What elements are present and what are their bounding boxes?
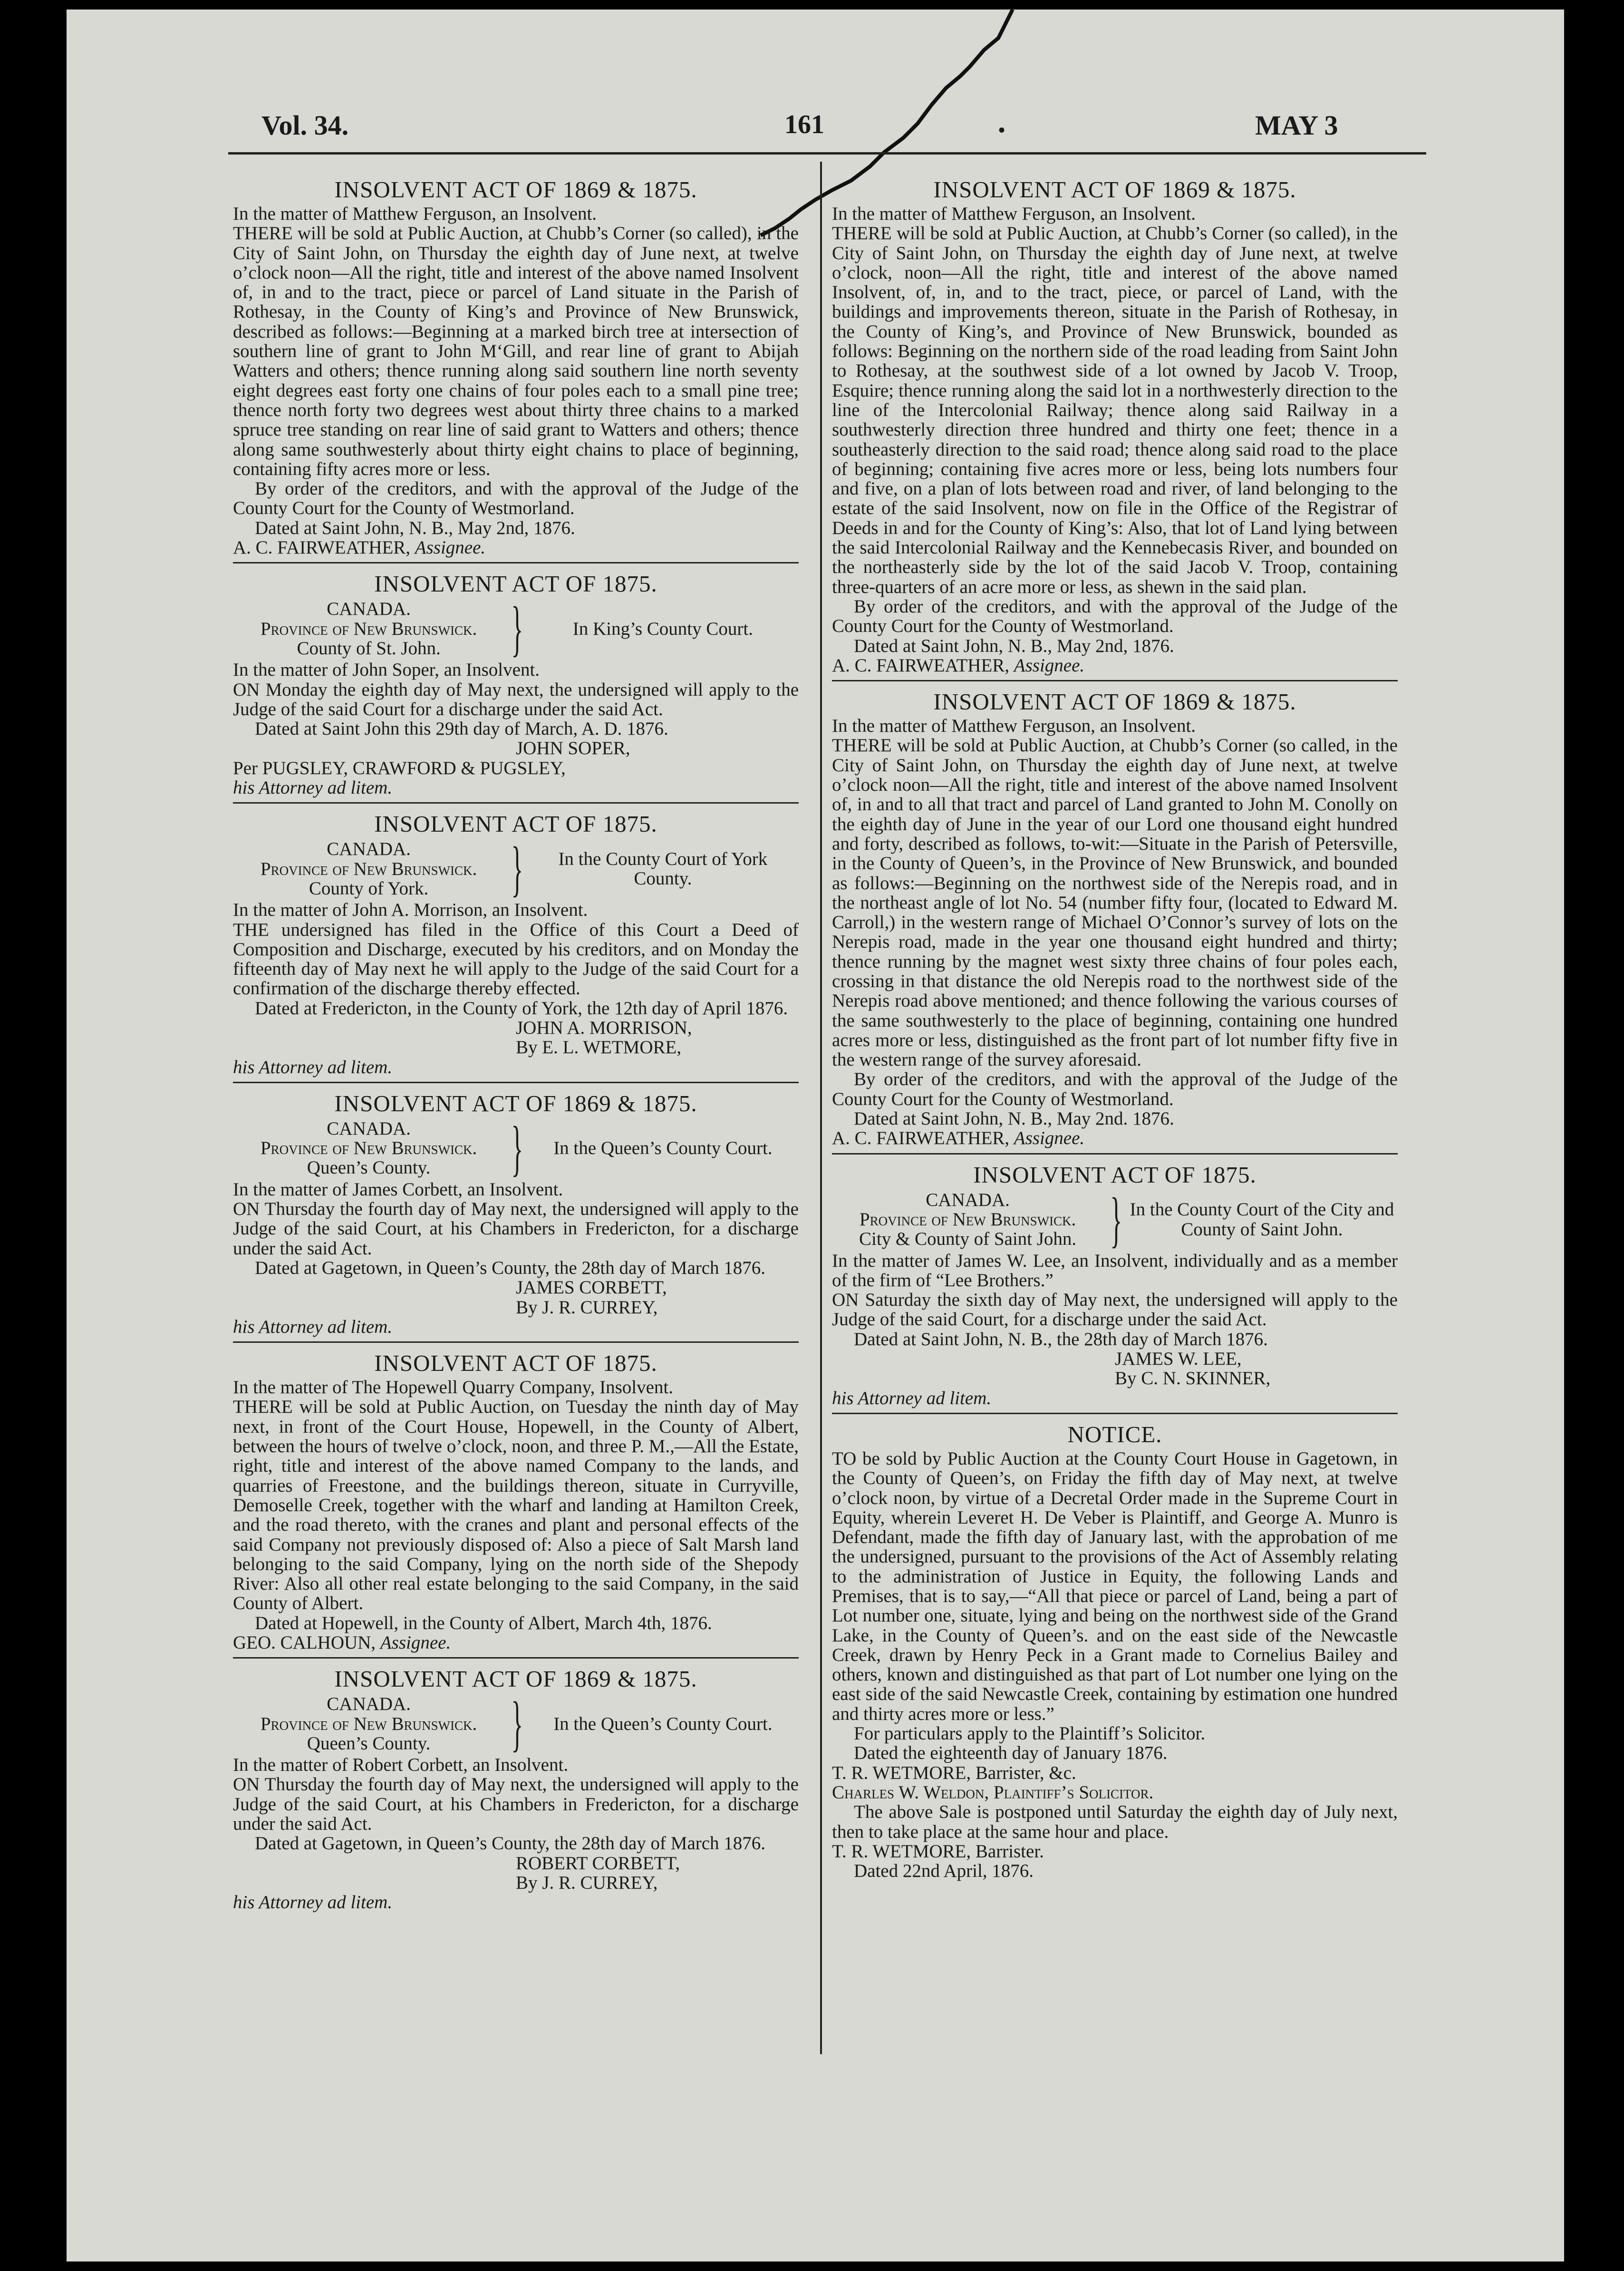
court-caption [832,1185,1398,1254]
county-label: County of York. [309,878,429,899]
notice-lee [832,1153,1398,1408]
notice-body: ON Saturday the sixth day of May next, the undersigned will apply to the Judge of the said Court, for a discharge under the said Act. [832,1290,1398,1330]
signature-name: ROBERT CORBETT, [516,1853,680,1873]
header-rule [228,152,1426,155]
signature-attorney: his Attorney ad litem. [233,1892,393,1913]
brace: } [511,835,523,903]
notice-soper [233,562,799,797]
notice-title: INSOLVENT ACT OF 1875. [374,571,657,597]
signature-name: JAMES W. LEE, [1115,1349,1242,1369]
left-column [233,176,799,1917]
province-label: Province of New Brunswick. [260,1713,477,1734]
right-column [832,176,1398,1885]
signature-by: By C. N. SKINNER, [1115,1368,1271,1389]
notice-title: INSOLVENT ACT OF 1875. [973,1161,1257,1188]
notice-matter: In the matter of Robert Corbett, an Insolvent. [233,1755,569,1776]
signature-name: A. C. FAIRWEATHER, [832,1128,1010,1149]
notice-title: INSOLVENT ACT OF 1875. [374,1350,657,1377]
court-caption [233,594,799,663]
notice-signature [832,656,1398,675]
court-caption-left [233,1119,504,1178]
signature-name: JOHN SOPER, [516,738,630,759]
notice-dated: Dated the eighteenth day of January 1876. [854,1743,1168,1764]
volume-number: Vol. 34. [261,110,349,141]
notice-dated: Dated at Hopewell, in the County of Albert, March 4th, 1876. [255,1612,712,1633]
notice-title: INSOLVENT ACT OF 1869 & 1875. [933,689,1296,715]
solicitor-signature: T. R. WETMORE, Barrister, &c. [832,1762,1076,1783]
canada-label: CANADA. [926,1189,1010,1210]
canada-label: CANADA. [327,599,411,620]
signature-name: GEO. CALHOUN, [233,1632,376,1653]
notice-ferguson-rothesay [233,176,799,557]
notice-matter: In the matter of James Corbett, an Insolvent. [233,1179,563,1200]
notice-james-corbett [233,1082,799,1337]
notice-title: INSOLVENT ACT OF 1869 & 1875. [933,176,1296,203]
signature-by: By J. R. CURREY, [516,1872,658,1893]
notice-matter: In the matter of James W. Lee, an Insolvent, individually and as a member of the firm of “Lee Brothers.” [832,1250,1398,1291]
notice-ferguson-petersville [832,680,1398,1148]
notice-particulars: For particulars apply to the Plaintiff’s Solicitor. [854,1723,1206,1744]
notice-matter: In the matter of Matthew Ferguson, an Insolvent. [832,204,1196,224]
county-label: County of St. John. [297,638,441,659]
notice-body: THE undersigned has filed in the Office of this Court a Deed of Composition and Discharge, executed by his creditors, and on Monday the fifteenth day of May next he will apply to the Judge of the said Court for a confirmation of the discharge thereby effected. [233,919,799,999]
brace: } [511,1114,523,1183]
province-label: Province of New Brunswick. [260,858,477,879]
notice-matter: In the matter of John A. Morrison, an Insolvent. [233,900,588,921]
notice-body: ON Thursday the fourth day of May next, the undersigned will apply to the Judge of the said Court, at his Chambers in Fredericton, for a discharge under the said Act. [233,1199,799,1259]
canada-label: CANADA. [327,839,411,860]
notice-title: NOTICE. [1067,1421,1162,1447]
court-name: In the County Court of York County. [558,848,768,889]
column-divider [820,162,822,2054]
notice-dated: Dated at Gagetown, in Queen’s County, the 28th day of March 1876. [255,1257,766,1278]
county-label: City & County of Saint John. [859,1229,1077,1250]
postponement-dated: Dated 22nd April, 1876. [854,1861,1034,1882]
notice-body: THERE will be sold at Public Auction, at Chubb’s Corner (so called), in the City of Saint John, on Thursday the eighth day of June next, at twelve o’clock noon—All the right, title and interest of the above named Insolvent of, in and to the tract, piece or parcel of Land situate in the Parish of Rothesay, in the County of King’s and Province of New Brunswick, described as follows:—Beginning at a marked birch tree at intersection of southern line of grant to John M‘Gill, and rear line of grant to Abijah Watters and others; thence running along said southern line north seventy eight degrees east forty one chains of four poles each to a small pine tree; thence north forty two degrees west about thirty three chains to a marked spruce tree standing on rear line of said grant to Watters and others; thence along same southwesterly about thirty eight chains to place of beginning, containing fifty acres more or less. [233,223,799,479]
signature-attorney: his Attorney ad litem. [233,777,393,798]
postponement-text: The above Sale is postponed until Saturday the eighth day of July next, then to take place at the same hour and place. [832,1802,1398,1842]
notice-title: INSOLVENT ACT OF 1869 & 1875. [334,1666,697,1692]
court-name: In the Queen’s County Court. [553,1138,773,1159]
notice-dated: Dated at Saint John, N. B., May 2nd, 1876. [255,517,575,538]
brace: } [511,594,523,663]
court-name: In the County Court of the City and County of Saint John. [1130,1199,1394,1240]
canada-label: CANADA. [327,1118,411,1139]
court-caption-left [233,599,504,658]
signature-role: Assignee. [380,1632,451,1653]
notice-ferguson-rothesay-buildings [832,176,1398,675]
notice-title: INSOLVENT ACT OF 1875. [374,811,657,837]
notice-robert-corbett [233,1657,799,1912]
issue-date: MAY 3 [1255,110,1338,141]
signature-name: JAMES CORBETT, [516,1277,667,1298]
notice-matter: In the matter of Matthew Ferguson, an Insolvent. [832,716,1196,737]
notice-dated: Dated at Saint John, N. B., the 28th day of March 1876. [854,1329,1268,1349]
signature-role: Assignee. [1014,1128,1085,1149]
plaintiff-solicitor: Charles W. Weldon, Plaintiff’s Solicitor. [832,1782,1154,1803]
notice-order: By order of the creditors, and with the approval of the Judge of the County Court for the County of Westmorland. [233,478,799,519]
brace: } [1110,1185,1122,1254]
notice-body: THERE will be sold at Public Auction, at Chubb’s Corner (so called), in the City of Saint John, on Thursday the eighth day of June next, at twelve o’clock, noon—All the right, title and interest of the above named Insolvent, of, in, and to the tract, piece, or parcel of Land, with the buildings and improvements thereon, situate in the Parish of Rothesay, in the County of King’s, and Province of New Brunswick, bounded as follows: Beginning on the northern side of the road leading from Saint John to Rothesay, at the southwest side of a lot owned by Jacob V. Troop, Esquire; thence running along the said lot in a northwesterly direction to the line of the Intercolonial Railway; thence along said Railway in a southwesterly direction three hundred and thirty one feet; thence in a southeasterly direction to the said road; thence along said road to the place of beginning; containing five acres more or less, being lots numbers four and five, on a plan of lots between road and river, of land belonging to the estate of the said Insolvent, now on file in the Office of the Registrar of Deeds in and for the County of King’s: Also, that lot of Land lying between the said Intercolonial Railway and the Kennebecasis River, and bounded on the northeasterly side by the lot of the said Jacob V. Troop, containing three-quarters of an acre more or less, as shewn in the said plan. [832,223,1398,597]
notice-morrison [233,802,799,1077]
court-caption-left [233,839,504,898]
court-name: In the Queen’s County Court. [553,1713,773,1734]
signature-name: JOHN A. MORRISON, [516,1017,692,1038]
notice-body: THERE will be sold at Public Auction, on Tuesday the ninth day of May next, in front of the Court House, Hopewell, in the County of Albert, between the hours of twelve o’clock, noon, and three P. M.,—All the Estate, right, title and interest of the above named Company to the lands, and quarries of Freestone, and the buildings thereon, situate in Curryville, Demoselle Creek, together with the wharf and landing at Hamilton Creek, and the road thereto, with the cranes and plant and personal effects of the said Company not previously disposed of: Also a piece of Salt Marsh land belonging to the said Company, lying on the north side of the Shepody River: Also all other real estate belonging to the said Company, in the said County of Albert. [233,1397,799,1614]
notice-dated: Dated at Fredericton, in the County of York, the 12th day of April 1876. [255,998,788,1019]
notice-matter: In the matter of Matthew Ferguson, an Insolvent. [233,204,597,224]
notice-body: ON Thursday the fourth day of May next, the undersigned will apply to the Judge of the said Court, at his Chambers in Fredericton, for a discharge under the said Act. [233,1774,799,1834]
notice-equity-sale [832,1413,1398,1881]
notice-hopewell-quarry [233,1341,799,1652]
court-caption-left [233,1694,504,1753]
canada-label: CANADA. [327,1694,411,1715]
signature-by: By E. L. WETMORE, [516,1037,682,1058]
bullet-mark: • [998,119,1005,141]
page-number: 161 [784,110,824,139]
notice-order: By order of the creditors, and with the approval of the Judge of the County Court for the County of Westmorland. [832,596,1398,637]
notice-body: TO be sold by Public Auction at the County Court House in Gagetown, in the County of Queen’s, on Friday the fifth day of May next, at twelve o’clock noon, by virtue of a Decretal Order made in the Supreme Court in Equity, wherein Leveret H. De Veber is Plaintiff, and George A. Munro is Defendant, made the fifth day of January last, with the approbation of me the undersigned, pursuant to the provisions of the Act of Assembly relating to the administration of Justice in Equity, the following Lands and Premises, that is to say,—“All that piece or parcel of Land, being a part of Lot number one, situate, lying and being on the northwest side of the Grand Lake, in the County of Queen’s. and on the east side of the Newcastle Creek, drawn by Henry Peck in a Grant made to Cornelius Bailey and others, known and distinguished as that part of Lot number one lying on the east side of the said Newcastle Creek, containing by estimation one hundred and thirty acres more or less.” [832,1448,1398,1724]
county-label: Queen’s County. [307,1157,431,1178]
signature-name: A. C. FAIRWEATHER, [832,655,1010,676]
court-caption [233,835,799,903]
notice-body: ON Monday the eighth day of May next, the undersigned will apply to the Judge of the said Court for a discharge under the said Act. [233,679,799,719]
signature-attorney: his Attorney ad litem. [233,1057,393,1077]
newspaper-page [67,10,1564,2261]
notice-matter: In the matter of John Soper, an Insolvent. [233,660,540,680]
province-label: Province of New Brunswick. [260,618,477,639]
notice-matter: In the matter of The Hopewell Quarry Company, Insolvent. [233,1377,674,1398]
signature-attorney: his Attorney ad litem. [233,1316,393,1337]
signature-name: A. C. FAIRWEATHER, [233,537,411,558]
court-caption-left [832,1190,1103,1249]
notice-dated: Dated at Saint John, N. B., May 2nd, 1876. [854,635,1174,656]
court-caption [233,1114,799,1183]
notice-signature [233,1633,799,1652]
signature-per: Per PUGSLEY, CRAWFORD & PUGSLEY, [233,757,566,778]
barrister-signature: T. R. WETMORE, Barrister. [832,1841,1044,1862]
notice-dated: Dated at Saint John, N. B., May 2nd. 1876. [854,1108,1174,1129]
notice-body: THERE will be sold at Public Auction, at Chubb’s Corner (so called, in the City of Saint John, on Thursday the eighth day of June next, at twelve o’clock noon—All the right, title and interest of the above named Insolvent of, in and to all that tract and parcel of Land granted to John M. Conolly on the eighth day of June in the year of our Lord one thousand eight hundred and forty, described as follows, to-wit:—Situate in the Parish of Petersville, in the County of Queen’s, in the Province of New Brunswick, and bounded as follows:—Beginning on the northwest side of the Nerepis road, and in the northeast angle of lot No. 54 (number fifty four, (located to Edward M. Carroll,) in the western range of Michael O’Connor’s survey of lots on the Nerepis road, made in the year one thousand eight hundred and thirty; thence running by the magnet west sixty three chains of four poles each, crossing in that distance the old Nerepis road to the northwest side of the Nerepis road above mentioned; and thence following the various courses of the same southwesterly to the place of beginning, containing one hundred acres more or less, distinguished as the front part of lot number fifty five in the western range of the survey aforesaid. [832,735,1398,1070]
signature-by: By J. R. CURREY, [516,1297,658,1318]
brace: } [511,1689,523,1758]
notice-dated: Dated at Saint John this 29th day of March, A. D. 1876. [255,718,668,739]
court-name: In King’s County Court. [572,618,753,639]
notice-order: By order of the creditors, and with the approval of the Judge of the County Court for the County of Westmorland. [832,1069,1398,1109]
province-label: Province of New Brunswick. [260,1138,477,1159]
signature-role: Assignee. [1014,655,1085,676]
court-caption [233,1689,799,1758]
signature-attorney: his Attorney ad litem. [832,1388,992,1408]
signature-role: Assignee. [415,537,486,558]
province-label: Province of New Brunswick. [859,1209,1076,1230]
notice-dated: Dated at Gagetown, in Queen’s County, the 28th day of March 1876. [255,1833,766,1854]
notice-signature [832,1128,1398,1148]
notice-title: INSOLVENT ACT OF 1869 & 1875. [334,176,697,203]
notice-signature [233,538,799,557]
notice-title: INSOLVENT ACT OF 1869 & 1875. [334,1090,697,1116]
county-label: Queen’s County. [307,1733,431,1754]
